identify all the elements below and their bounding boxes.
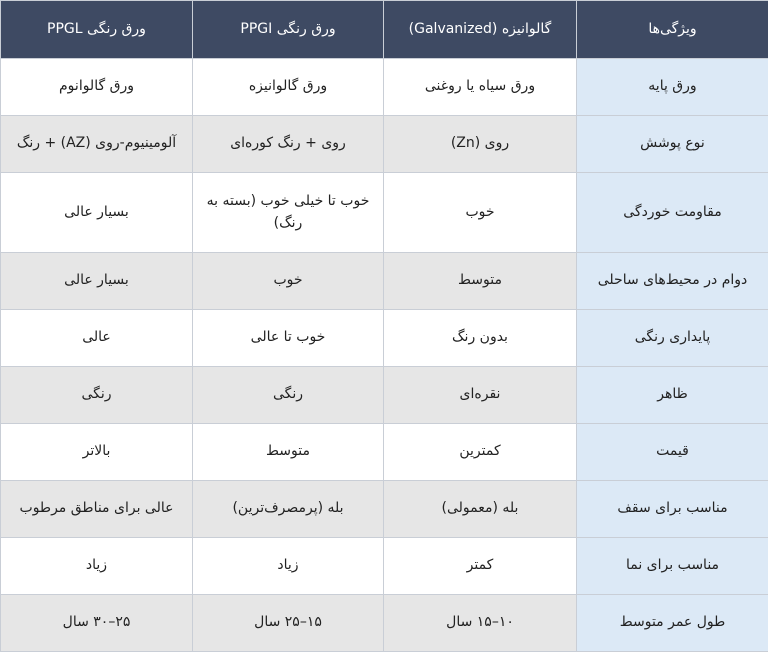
header-ppgl: ورق رنگی PPGL [1,1,193,59]
ppgl-cell: عالی برای مناطق مرطوب [1,481,193,538]
table-row [1,310,768,367]
ppgi-cell: بله (پرمصرف‌ترین) [193,481,384,538]
galvanized-cell: نقره‌ای [384,367,577,424]
table-row [1,173,768,253]
ppgi-cell: خوب [193,253,384,310]
galvanized-cell: کمترین [384,424,577,481]
header-galvanized: گالوانیزه (Galvanized) [384,1,577,59]
ppgl-cell: ورق گالوانوم [1,59,193,116]
ppgl-cell: آلومینیوم-روی (AZ) + رنگ [1,116,193,173]
table-row [1,253,768,310]
ppgi-cell: متوسط [193,424,384,481]
ppgl-cell: عالی [1,310,193,367]
feature-cell: ظاهر [577,367,768,424]
feature-cell: مقاومت خوردگی [577,173,768,253]
galvanized-cell: روی (Zn) [384,116,577,173]
galvanized-cell: خوب [384,173,577,253]
table-row [1,367,768,424]
table-row [1,116,768,173]
feature-cell: پایداری رنگی [577,310,768,367]
ppgi-cell: خوب تا خیلی خوب (بسته به رنگ) [193,173,384,253]
table-row [1,538,768,595]
feature-cell: طول عمر متوسط [577,595,768,652]
feature-cell: قیمت [577,424,768,481]
ppgl-cell: ۲۵–۳۰ سال [1,595,193,652]
ppgl-cell: بسیار عالی [1,253,193,310]
galvanized-cell: بدون رنگ [384,310,577,367]
feature-cell: دوام در محیط‌های ساحلی [577,253,768,310]
feature-cell: مناسب برای سقف [577,481,768,538]
ppgi-cell: ورق گالوانیزه [193,59,384,116]
galvanized-cell: کمتر [384,538,577,595]
ppgl-cell: رنگی [1,367,193,424]
ppgi-cell: رنگی [193,367,384,424]
galvanized-cell: ورق سیاه یا روغنی [384,59,577,116]
table-row [1,595,768,652]
feature-cell: ورق پایه [577,59,768,116]
galvanized-cell: بله (معمولی) [384,481,577,538]
ppgi-cell: زیاد [193,538,384,595]
feature-cell: مناسب برای نما [577,538,768,595]
ppgl-cell: زیاد [1,538,193,595]
table-row [1,59,768,116]
ppgi-cell: ۱۵–۲۵ سال [193,595,384,652]
table-row [1,481,768,538]
galvanized-cell: متوسط [384,253,577,310]
galvanized-cell: ۱۰–۱۵ سال [384,595,577,652]
feature-cell: نوع پوشش [577,116,768,173]
header-features: ویژگی‌ها [577,1,768,59]
header-row [1,1,768,59]
ppgl-cell: بالاتر [1,424,193,481]
ppgi-cell: خوب تا عالی [193,310,384,367]
header-ppgi: ورق رنگی PPGI [193,1,384,59]
table-row [1,424,768,481]
ppgl-cell: بسیار عالی [1,173,193,253]
ppgi-cell: روی + رنگ کوره‌ای [193,116,384,173]
